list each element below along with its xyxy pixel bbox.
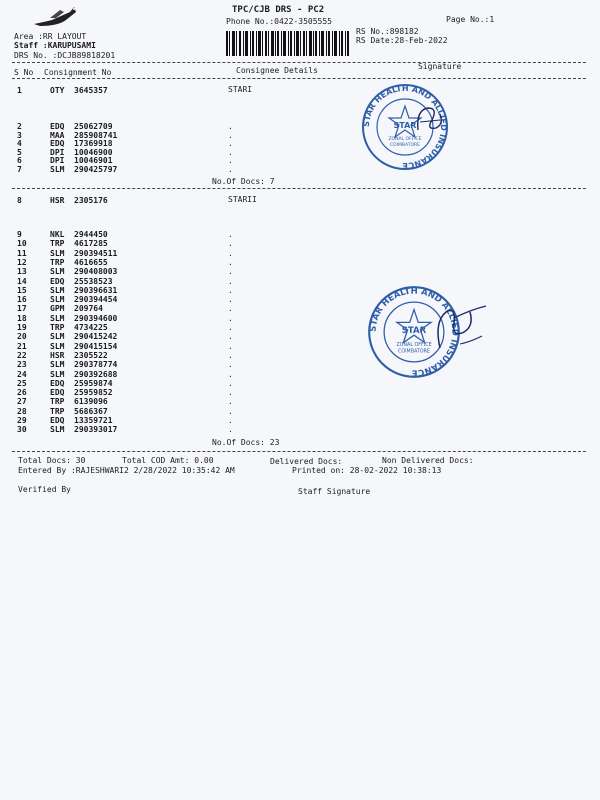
consignee-placeholder: .	[228, 406, 233, 416]
row-number: 290393017	[74, 425, 118, 435]
consignee-placeholder: .	[228, 341, 233, 351]
row-code: EDQ	[50, 378, 65, 388]
row-sno: 5	[17, 147, 22, 157]
row-number: 4617285	[74, 239, 108, 249]
entered-by: Entered By :RAJESHWARI2 2/28/2022 10:35:42 AM	[18, 466, 235, 475]
consignee-placeholder: .	[228, 425, 233, 435]
row-code: SLM	[50, 248, 65, 258]
row-code: EDQ	[50, 276, 65, 286]
row-number: 4734225	[74, 323, 108, 332]
consignee-placeholder: .	[228, 295, 233, 305]
row-code: EDQ	[50, 122, 65, 131]
handwritten-signature	[430, 298, 494, 354]
footer-rule	[12, 451, 586, 452]
row-sno: 25	[17, 378, 27, 388]
consignee-placeholder: .	[228, 378, 233, 388]
row-code: DPI	[50, 156, 65, 166]
row-sno: 22	[17, 350, 27, 360]
header-rule-top	[12, 62, 586, 63]
consignee-placeholder: .	[228, 332, 233, 342]
row-code: SLM	[50, 165, 65, 174]
row-code: GPM	[50, 304, 65, 314]
row-code: EDQ	[50, 416, 65, 425]
staff-signature-label: Staff Signature	[298, 487, 371, 496]
row-number: 25959874	[74, 378, 113, 388]
rs-number: RS No.:898182	[356, 27, 419, 36]
row-sno: 11	[17, 248, 27, 258]
row-number: 290425797	[74, 165, 118, 174]
row-sno: 30	[17, 425, 27, 435]
header-rule-bottom	[12, 78, 586, 79]
row-code: SLM	[50, 313, 65, 323]
stamp-center-text: STAR	[401, 326, 427, 337]
delivered-docs: Delivered Docs:	[270, 457, 343, 466]
consignee-placeholder: .	[228, 388, 233, 398]
barcode	[226, 31, 349, 56]
row-number: 290394511	[74, 248, 118, 258]
row-sno: 23	[17, 360, 27, 370]
row-number: 17369918	[74, 139, 113, 149]
consignee-placeholder: .	[228, 230, 233, 239]
row-number: 10046901	[74, 156, 113, 166]
row-sno: 14	[17, 276, 27, 286]
row-code: TRP	[50, 257, 65, 267]
stamp-sub2: COIMBATORE	[390, 143, 420, 148]
row-number: 290408003	[74, 267, 118, 277]
stamp-sub2: COIMBATORE	[398, 349, 430, 355]
docs-count: No.Of Docs: 7	[212, 177, 275, 186]
consignee-placeholder: .	[228, 122, 233, 131]
row-code: EDQ	[50, 139, 65, 149]
row-number: 285908741	[74, 130, 118, 140]
phone-number: Phone No.:0422-3505555	[226, 17, 332, 26]
row-number: 2305176	[74, 196, 108, 205]
consignee-placeholder: .	[228, 323, 233, 332]
row-number: 5686367	[74, 406, 108, 416]
verified-by: Verified By	[18, 485, 71, 494]
group-divider	[12, 188, 586, 189]
consignee-name: STARI	[228, 85, 253, 94]
row-number: 290378774	[74, 360, 118, 370]
column-consignment: Consignment No	[44, 68, 112, 77]
row-number: 2305522	[74, 350, 108, 360]
row-code: HSR	[50, 350, 65, 360]
row-code: TRP	[50, 406, 65, 416]
row-number: 290415242	[74, 332, 118, 342]
row-number: 290392688	[74, 369, 118, 379]
row-number: 25959852	[74, 388, 113, 398]
row-sno: 6	[17, 156, 22, 166]
consignee-placeholder: .	[228, 257, 233, 267]
row-number: 6139096	[74, 397, 108, 407]
row-code: SLM	[50, 360, 65, 370]
row-sno: 13	[17, 267, 27, 277]
row-number: 10046900	[74, 147, 113, 157]
consignee-placeholder: .	[228, 139, 233, 149]
row-sno: 2	[17, 122, 22, 131]
row-sno: 12	[17, 257, 27, 267]
stamp-ring-text: STAR HEALTH AND ALLIED INSURANCE	[368, 286, 460, 378]
row-code: TRP	[50, 239, 65, 249]
consignee-placeholder: .	[228, 130, 233, 140]
stamp-sub1: ZONAL OFFICE	[396, 342, 432, 348]
stamp-sub1: ZONAL OFFICE	[388, 137, 422, 142]
row-sno: 19	[17, 323, 27, 332]
drs-number: DRS No. :DCJB89818201	[14, 51, 116, 60]
consignee-placeholder: .	[228, 397, 233, 407]
row-number: 4616655	[74, 257, 108, 267]
row-sno: 3	[17, 130, 22, 140]
stamp-center-text: STAR	[393, 121, 417, 130]
row-sno: 17	[17, 304, 27, 314]
row-number: 290415154	[74, 341, 118, 351]
handwritten-signature	[410, 100, 450, 140]
row-sno: 1	[17, 86, 22, 95]
row-number: 3645357	[74, 86, 108, 95]
row-number: 25538523	[74, 276, 113, 286]
table-row	[0, 196, 600, 206]
row-code: SLM	[50, 267, 65, 277]
row-code: SLM	[50, 285, 65, 295]
row-code: SLM	[50, 369, 65, 379]
staff-label: Staff :KARUPUSAMI	[14, 41, 96, 50]
row-sno: 20	[17, 332, 27, 342]
consignee-placeholder: .	[228, 165, 233, 174]
consignee-placeholder: .	[228, 248, 233, 258]
rs-date: RS Date:28-Feb-2022	[356, 36, 448, 45]
row-code: SLM	[50, 295, 65, 305]
total-docs: Total Docs: 30	[18, 456, 86, 465]
row-code: TRP	[50, 323, 65, 332]
document-title: TPC/CJB DRS - PC2	[232, 5, 325, 15]
table-row	[0, 165, 600, 175]
row-code: SLM	[50, 332, 65, 342]
row-sno: 21	[17, 341, 27, 351]
row-sno: 26	[17, 388, 27, 398]
row-sno: 16	[17, 295, 27, 305]
row-code: MAA	[50, 130, 65, 140]
row-number: 13359721	[74, 416, 113, 425]
row-number: 290394454	[74, 295, 118, 305]
page-number: Page No.:1	[446, 15, 495, 24]
table-row	[0, 86, 600, 96]
row-sno: 29	[17, 416, 27, 425]
row-number: 290396631	[74, 285, 118, 295]
row-number: 290394600	[74, 313, 118, 323]
row-sno: 10	[17, 239, 27, 249]
row-code: DPI	[50, 147, 65, 157]
row-code: SLM	[50, 425, 65, 435]
non-delivered-docs: Non Delivered Docs:	[382, 456, 474, 465]
column-consignee: Consignee Details	[236, 66, 318, 75]
consignee-placeholder: .	[228, 156, 233, 166]
row-code: EDQ	[50, 388, 65, 398]
total-cod: Total COD Amt: 0.00	[122, 456, 214, 465]
consignee-placeholder: .	[228, 304, 233, 314]
bird-logo-icon	[30, 4, 82, 28]
consignee-placeholder: .	[228, 313, 233, 323]
row-sno: 15	[17, 285, 27, 295]
consignee-placeholder: .	[228, 239, 233, 249]
row-sno: 8	[17, 196, 22, 205]
row-sno: 18	[17, 313, 27, 323]
row-number: 209764	[74, 304, 103, 314]
row-sno: 4	[17, 139, 22, 149]
row-code: SLM	[50, 341, 65, 351]
stamp-ring-text: STAR HEALTH AND ALLIED INSURANCE	[361, 83, 449, 171]
table-row	[0, 425, 600, 435]
consignee-placeholder: .	[228, 350, 233, 360]
row-code: NKL	[50, 230, 65, 239]
consignee-name: STARII	[228, 195, 257, 204]
row-number: 2944450	[74, 230, 108, 239]
docs-count: No.Of Docs: 23	[212, 438, 280, 447]
consignee-placeholder: .	[228, 285, 233, 295]
consignee-placeholder: .	[228, 416, 233, 425]
consignee-placeholder: .	[228, 267, 233, 277]
consignee-placeholder: .	[228, 360, 233, 370]
consignee-placeholder: .	[228, 369, 233, 379]
area-label: Area :RR LAYOUT	[14, 32, 87, 41]
row-number: 25062709	[74, 122, 113, 131]
row-sno: 24	[17, 369, 27, 379]
row-code: HSR	[50, 196, 65, 205]
consignee-placeholder: .	[228, 276, 233, 286]
row-sno: 9	[17, 230, 22, 239]
row-sno: 28	[17, 406, 27, 416]
row-code: TRP	[50, 397, 65, 407]
column-sno: S No	[14, 68, 34, 77]
row-sno: 7	[17, 165, 22, 174]
column-signature: Signature	[418, 62, 462, 71]
row-sno: 27	[17, 397, 27, 407]
consignee-placeholder: .	[228, 147, 233, 157]
printed-on: Printed on: 28-02-2022 10:38:13	[292, 466, 442, 475]
row-code: OTY	[50, 86, 65, 95]
